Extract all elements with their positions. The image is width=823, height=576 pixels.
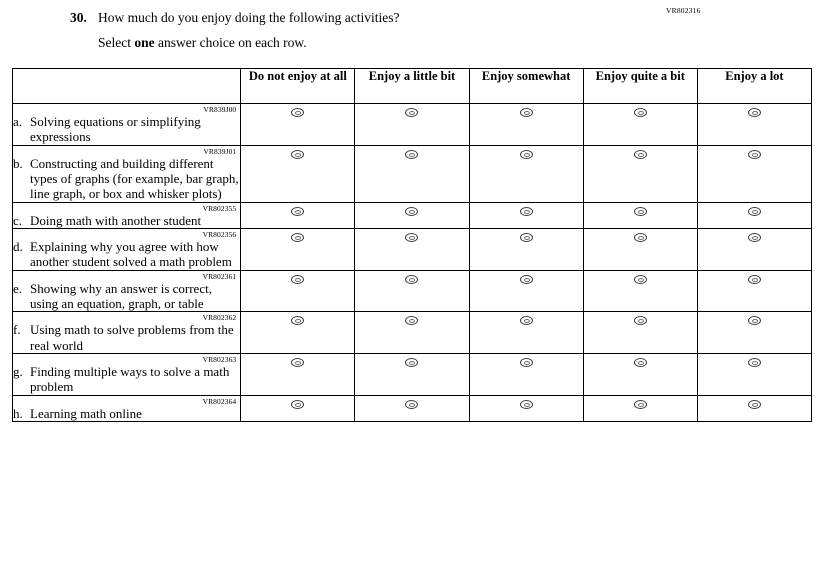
response-matrix (12, 68, 812, 422)
radio-bubble-icon[interactable] (520, 316, 533, 325)
radio-bubble-icon[interactable] (520, 400, 533, 409)
radio-bubble-icon[interactable] (291, 150, 304, 159)
radio-bubble-icon[interactable] (634, 316, 647, 325)
option-cell-do-not-enjoy-at-all[interactable] (241, 228, 355, 270)
row-letter: a. (13, 114, 23, 129)
radio-bubble-icon[interactable] (291, 207, 304, 216)
question-text: How much do you enjoy doing the following activities? (98, 10, 400, 25)
question-heading (70, 10, 803, 26)
row-item-code: VR839J01 (203, 146, 237, 156)
column-header-enjoy-a-little-bit: Enjoy a little bit (355, 69, 469, 104)
option-cell-enjoy-a-lot[interactable] (697, 202, 811, 228)
radio-bubble-icon[interactable] (748, 316, 761, 325)
column-header-enjoy-somewhat: Enjoy somewhat (469, 69, 583, 104)
table-row (13, 312, 812, 354)
option-cell-enjoy-a-lot[interactable] (697, 312, 811, 354)
radio-bubble-icon[interactable] (520, 150, 533, 159)
radio-bubble-icon[interactable] (748, 358, 761, 367)
row-item-code: VR802361 (202, 271, 237, 281)
option-cell-enjoy-quite-a-bit[interactable] (583, 270, 697, 312)
option-cell-enjoy-somewhat[interactable] (469, 202, 583, 228)
row-item-code: VR839J00 (203, 105, 237, 114)
option-cell-enjoy-quite-a-bit[interactable] (583, 353, 697, 395)
radio-bubble-icon[interactable] (520, 108, 533, 117)
radio-bubble-icon[interactable] (520, 233, 533, 242)
option-cell-enjoy-a-lot[interactable] (697, 270, 811, 312)
option-cell-enjoy-somewhat[interactable] (469, 270, 583, 312)
row-label: Explaining why you agree with how another student solved a math problem (30, 238, 232, 270)
row-letter: c. (13, 212, 23, 228)
row-item-code: VR802362 (202, 313, 237, 323)
table-row (13, 228, 812, 270)
row-label: Constructing and building different types of graphs (for example, bar graph, line graph, or box and whisker plots) (30, 155, 239, 202)
row-stem (13, 353, 241, 395)
option-cell-enjoy-somewhat[interactable] (469, 104, 583, 146)
option-cell-enjoy-somewhat[interactable] (469, 228, 583, 270)
row-stem (13, 145, 241, 202)
radio-bubble-icon[interactable] (405, 108, 418, 117)
radio-bubble-icon[interactable] (634, 207, 647, 216)
row-stem (13, 312, 241, 354)
radio-bubble-icon[interactable] (748, 275, 761, 284)
option-cell-enjoy-a-lot[interactable] (697, 145, 811, 202)
table-row (13, 353, 812, 395)
radio-bubble-icon[interactable] (291, 400, 304, 409)
row-letter: g. (13, 363, 23, 379)
radio-bubble-icon[interactable] (291, 275, 304, 284)
option-cell-do-not-enjoy-at-all[interactable] (241, 145, 355, 202)
option-cell-enjoy-quite-a-bit[interactable] (583, 202, 697, 228)
row-letter: e. (13, 280, 23, 296)
option-cell-enjoy-a-lot[interactable] (697, 395, 811, 421)
row-label: Solving equations or simplifying expressions (30, 114, 201, 145)
row-item-code: VR802363 (202, 354, 237, 364)
table-row (13, 270, 812, 312)
column-header-do-not-enjoy-at-all: Do not enjoy at all (241, 69, 355, 104)
option-cell-do-not-enjoy-at-all[interactable] (241, 104, 355, 146)
table-row (13, 395, 812, 421)
option-cell-enjoy-a-little-bit[interactable] (355, 270, 469, 312)
radio-bubble-icon[interactable] (748, 150, 761, 159)
radio-bubble-icon[interactable] (405, 275, 418, 284)
column-header-enjoy-a-lot: Enjoy a lot (697, 69, 811, 104)
table-row (13, 104, 812, 146)
radio-bubble-icon[interactable] (291, 316, 304, 325)
row-letter: d. (13, 238, 23, 254)
option-cell-enjoy-quite-a-bit[interactable] (583, 104, 697, 146)
table-header-row (13, 69, 812, 104)
row-label: Finding multiple ways to solve a math problem (30, 363, 230, 395)
radio-bubble-icon[interactable] (520, 275, 533, 284)
option-cell-enjoy-quite-a-bit[interactable] (583, 145, 697, 202)
column-header-enjoy-quite-a-bit: Enjoy quite a bit (583, 69, 697, 104)
option-cell-enjoy-a-little-bit[interactable] (355, 353, 469, 395)
option-cell-enjoy-a-little-bit[interactable] (355, 104, 469, 146)
radio-bubble-icon[interactable] (748, 108, 761, 117)
radio-bubble-icon[interactable] (748, 207, 761, 216)
radio-bubble-icon[interactable] (520, 358, 533, 367)
radio-bubble-icon[interactable] (634, 400, 647, 409)
option-cell-do-not-enjoy-at-all[interactable] (241, 395, 355, 421)
option-cell-enjoy-a-little-bit[interactable] (355, 145, 469, 202)
option-cell-enjoy-somewhat[interactable] (469, 353, 583, 395)
table-body (13, 104, 812, 422)
radio-bubble-icon[interactable] (405, 358, 418, 367)
option-cell-enjoy-quite-a-bit[interactable] (583, 312, 697, 354)
question-block (70, 10, 803, 51)
row-stem (13, 228, 241, 270)
question-instruction (98, 35, 803, 51)
option-cell-enjoy-a-little-bit[interactable] (355, 202, 469, 228)
option-cell-enjoy-a-little-bit[interactable] (355, 395, 469, 421)
option-cell-enjoy-somewhat[interactable] (469, 395, 583, 421)
row-letter: h. (13, 405, 23, 421)
radio-bubble-icon[interactable] (405, 316, 418, 325)
option-cell-enjoy-a-lot[interactable] (697, 228, 811, 270)
option-cell-do-not-enjoy-at-all[interactable] (241, 270, 355, 312)
row-label: Using math to solve problems from the real world (30, 322, 234, 353)
radio-bubble-icon[interactable] (405, 150, 418, 159)
option-cell-do-not-enjoy-at-all[interactable] (241, 353, 355, 395)
page-item-code: VR802316 (666, 6, 701, 15)
row-item-code: VR802356 (202, 229, 237, 239)
radio-bubble-icon[interactable] (405, 233, 418, 242)
row-stem (13, 270, 241, 312)
option-cell-enjoy-a-lot[interactable] (697, 353, 811, 395)
radio-bubble-icon[interactable] (405, 400, 418, 409)
row-label: Showing why an answer is correct, using an equation, graph, or table (30, 280, 212, 311)
row-letter: b. (13, 155, 23, 171)
radio-bubble-icon[interactable] (748, 233, 761, 242)
radio-bubble-icon[interactable] (520, 207, 533, 216)
row-stem (13, 104, 241, 146)
radio-bubble-icon[interactable] (405, 207, 418, 216)
question-number: 30. (70, 10, 87, 25)
option-cell-enjoy-a-little-bit[interactable] (355, 228, 469, 270)
row-item-code: VR802364 (202, 396, 237, 406)
table-row (13, 202, 812, 228)
option-cell-enjoy-a-little-bit[interactable] (355, 312, 469, 354)
radio-bubble-icon[interactable] (634, 358, 647, 367)
radio-bubble-icon[interactable] (291, 233, 304, 242)
column-header-stem (13, 69, 241, 104)
row-label: Learning math online (30, 405, 142, 421)
radio-bubble-icon[interactable] (748, 400, 761, 409)
option-cell-enjoy-quite-a-bit[interactable] (583, 228, 697, 270)
option-cell-enjoy-quite-a-bit[interactable] (583, 395, 697, 421)
radio-bubble-icon[interactable] (291, 108, 304, 117)
instruction-prefix: Select (98, 35, 135, 50)
instruction-suffix: answer choice on each row. (154, 35, 307, 50)
row-stem (13, 202, 241, 228)
table-row (13, 145, 812, 202)
radio-bubble-icon[interactable] (291, 358, 304, 367)
option-cell-do-not-enjoy-at-all[interactable] (241, 312, 355, 354)
row-stem (13, 395, 241, 421)
radio-bubble-icon[interactable] (634, 108, 647, 117)
instruction-emphasis: one (134, 35, 155, 50)
row-letter: f. (13, 322, 21, 338)
radio-bubble-icon[interactable] (634, 275, 647, 284)
option-cell-enjoy-somewhat[interactable] (469, 312, 583, 354)
row-item-code: VR802355 (202, 203, 237, 213)
radio-bubble-icon[interactable] (634, 233, 647, 242)
option-cell-enjoy-a-lot[interactable] (697, 104, 811, 146)
option-cell-enjoy-somewhat[interactable] (469, 145, 583, 202)
option-cell-do-not-enjoy-at-all[interactable] (241, 202, 355, 228)
radio-bubble-icon[interactable] (634, 150, 647, 159)
row-label: Doing math with another student (30, 212, 202, 228)
